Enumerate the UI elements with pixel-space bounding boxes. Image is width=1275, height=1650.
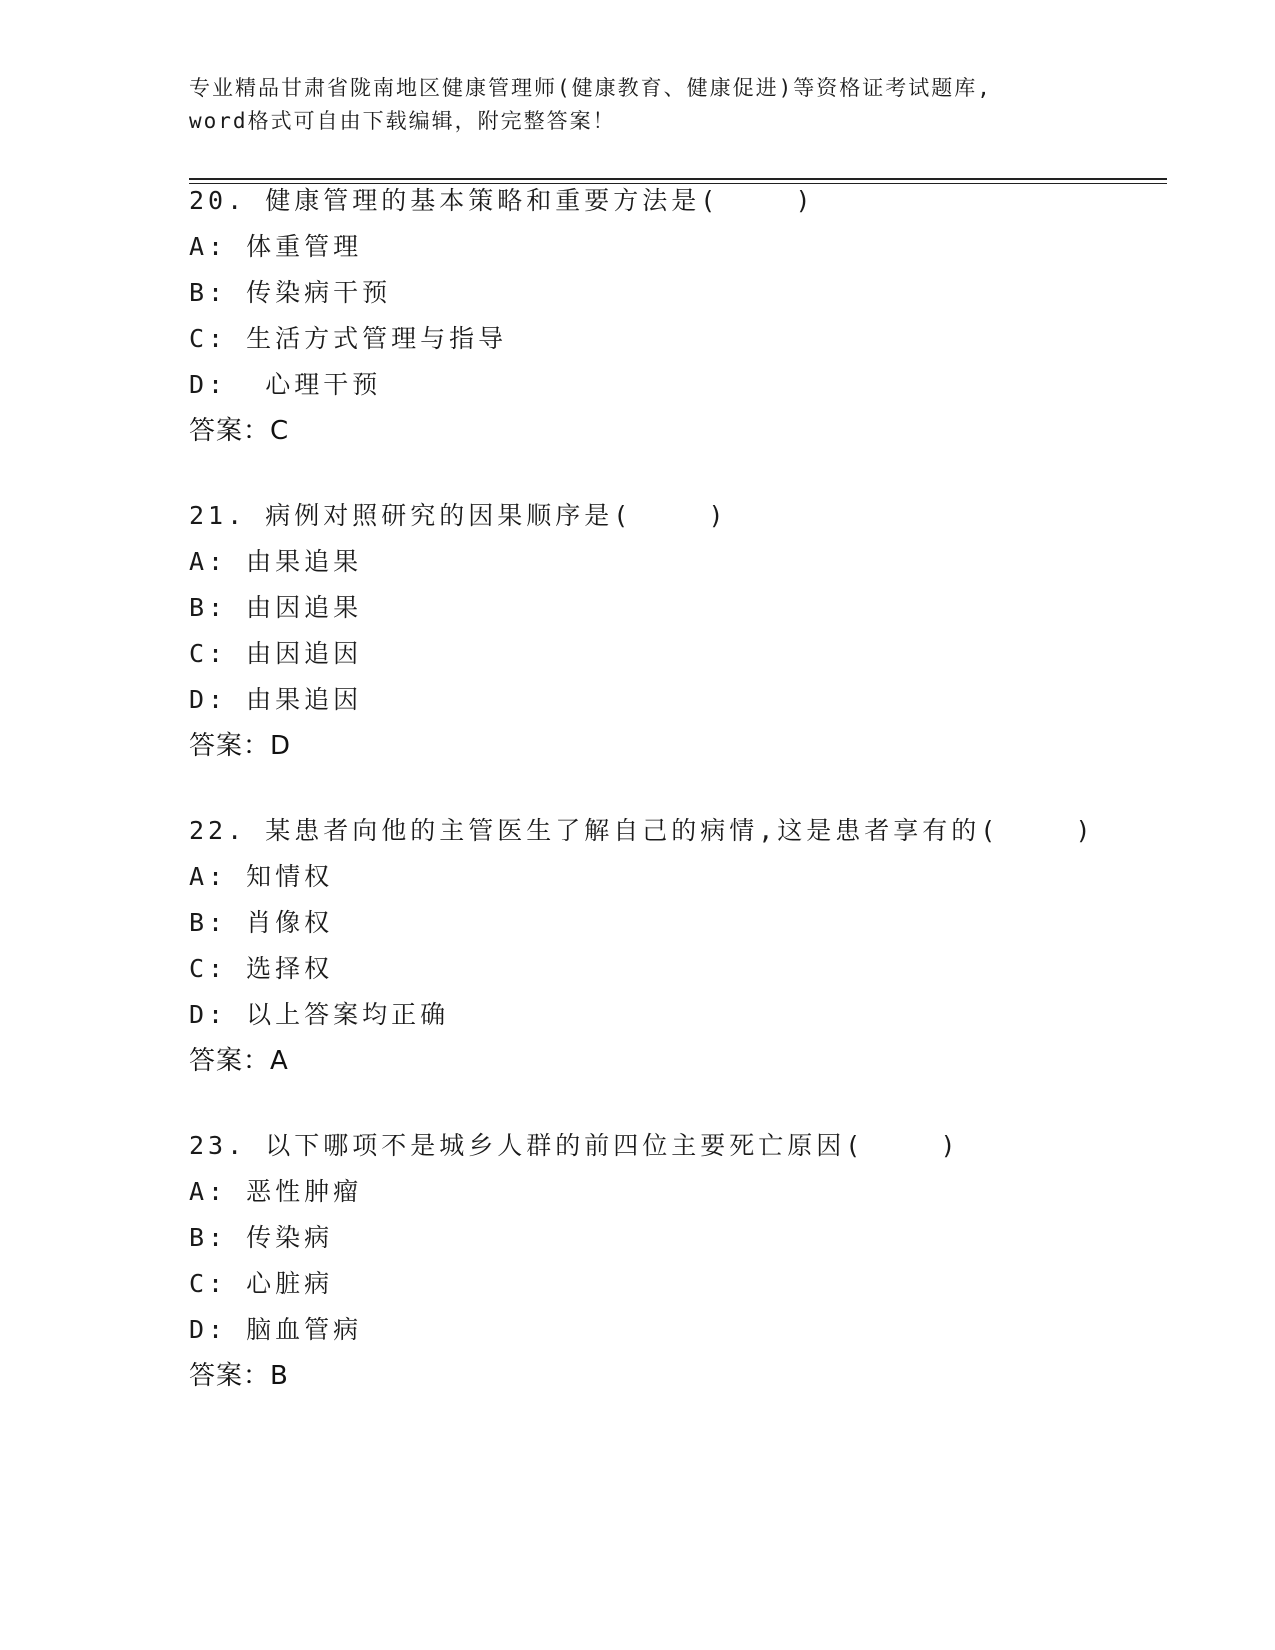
option-d: D: 心理干预 [189,370,382,399]
header-line-1: 专业精品甘肃省陇南地区健康管理师(健康教育、健康促进)等资格证考试题库, [189,76,992,100]
answer: 答案：C [189,416,290,446]
answer: 答案：A [189,1046,289,1076]
option-b: B: 传染病干预 [189,278,392,307]
option-a: A: 知情权 [189,862,334,891]
question-20 [189,178,1169,454]
header-line-2: word格式可自由下载编辑，附完整答案！ [189,109,616,133]
option-c: C: 由因追因 [189,639,363,668]
option-d: D: 以上答案均正确 [189,1000,450,1029]
option-b: B: 肖像权 [189,908,334,937]
answer: 答案：D [189,731,292,761]
option-d: D: 脑血管病 [189,1315,363,1344]
question-title: 20. 健康管理的基本策略和重要方法是( ) [189,186,815,215]
option-a: A: 体重管理 [189,232,363,261]
option-a: A: 由果追果 [189,547,363,576]
question-23 [189,1123,1169,1399]
answer: 答案：B [189,1361,289,1391]
question-title: 22. 某患者向他的主管医生了解自己的病情,这是患者享有的( ) [189,816,1095,845]
option-b: B: 传染病 [189,1223,334,1252]
question-22 [189,808,1169,1084]
question-21 [189,493,1169,769]
option-c: C: 生活方式管理与指导 [189,324,508,353]
question-title: 23. 以下哪项不是城乡人群的前四位主要死亡原因( ) [189,1131,960,1160]
option-a: A: 恶性肿瘤 [189,1177,363,1206]
option-b: B: 由因追果 [189,593,363,622]
option-d: D: 由果追因 [189,685,363,714]
option-c: C: 选择权 [189,954,334,983]
question-title: 21. 病例对照研究的因果顺序是( ) [189,501,728,530]
document-header [189,72,1089,138]
option-c: C: 心脏病 [189,1269,334,1298]
